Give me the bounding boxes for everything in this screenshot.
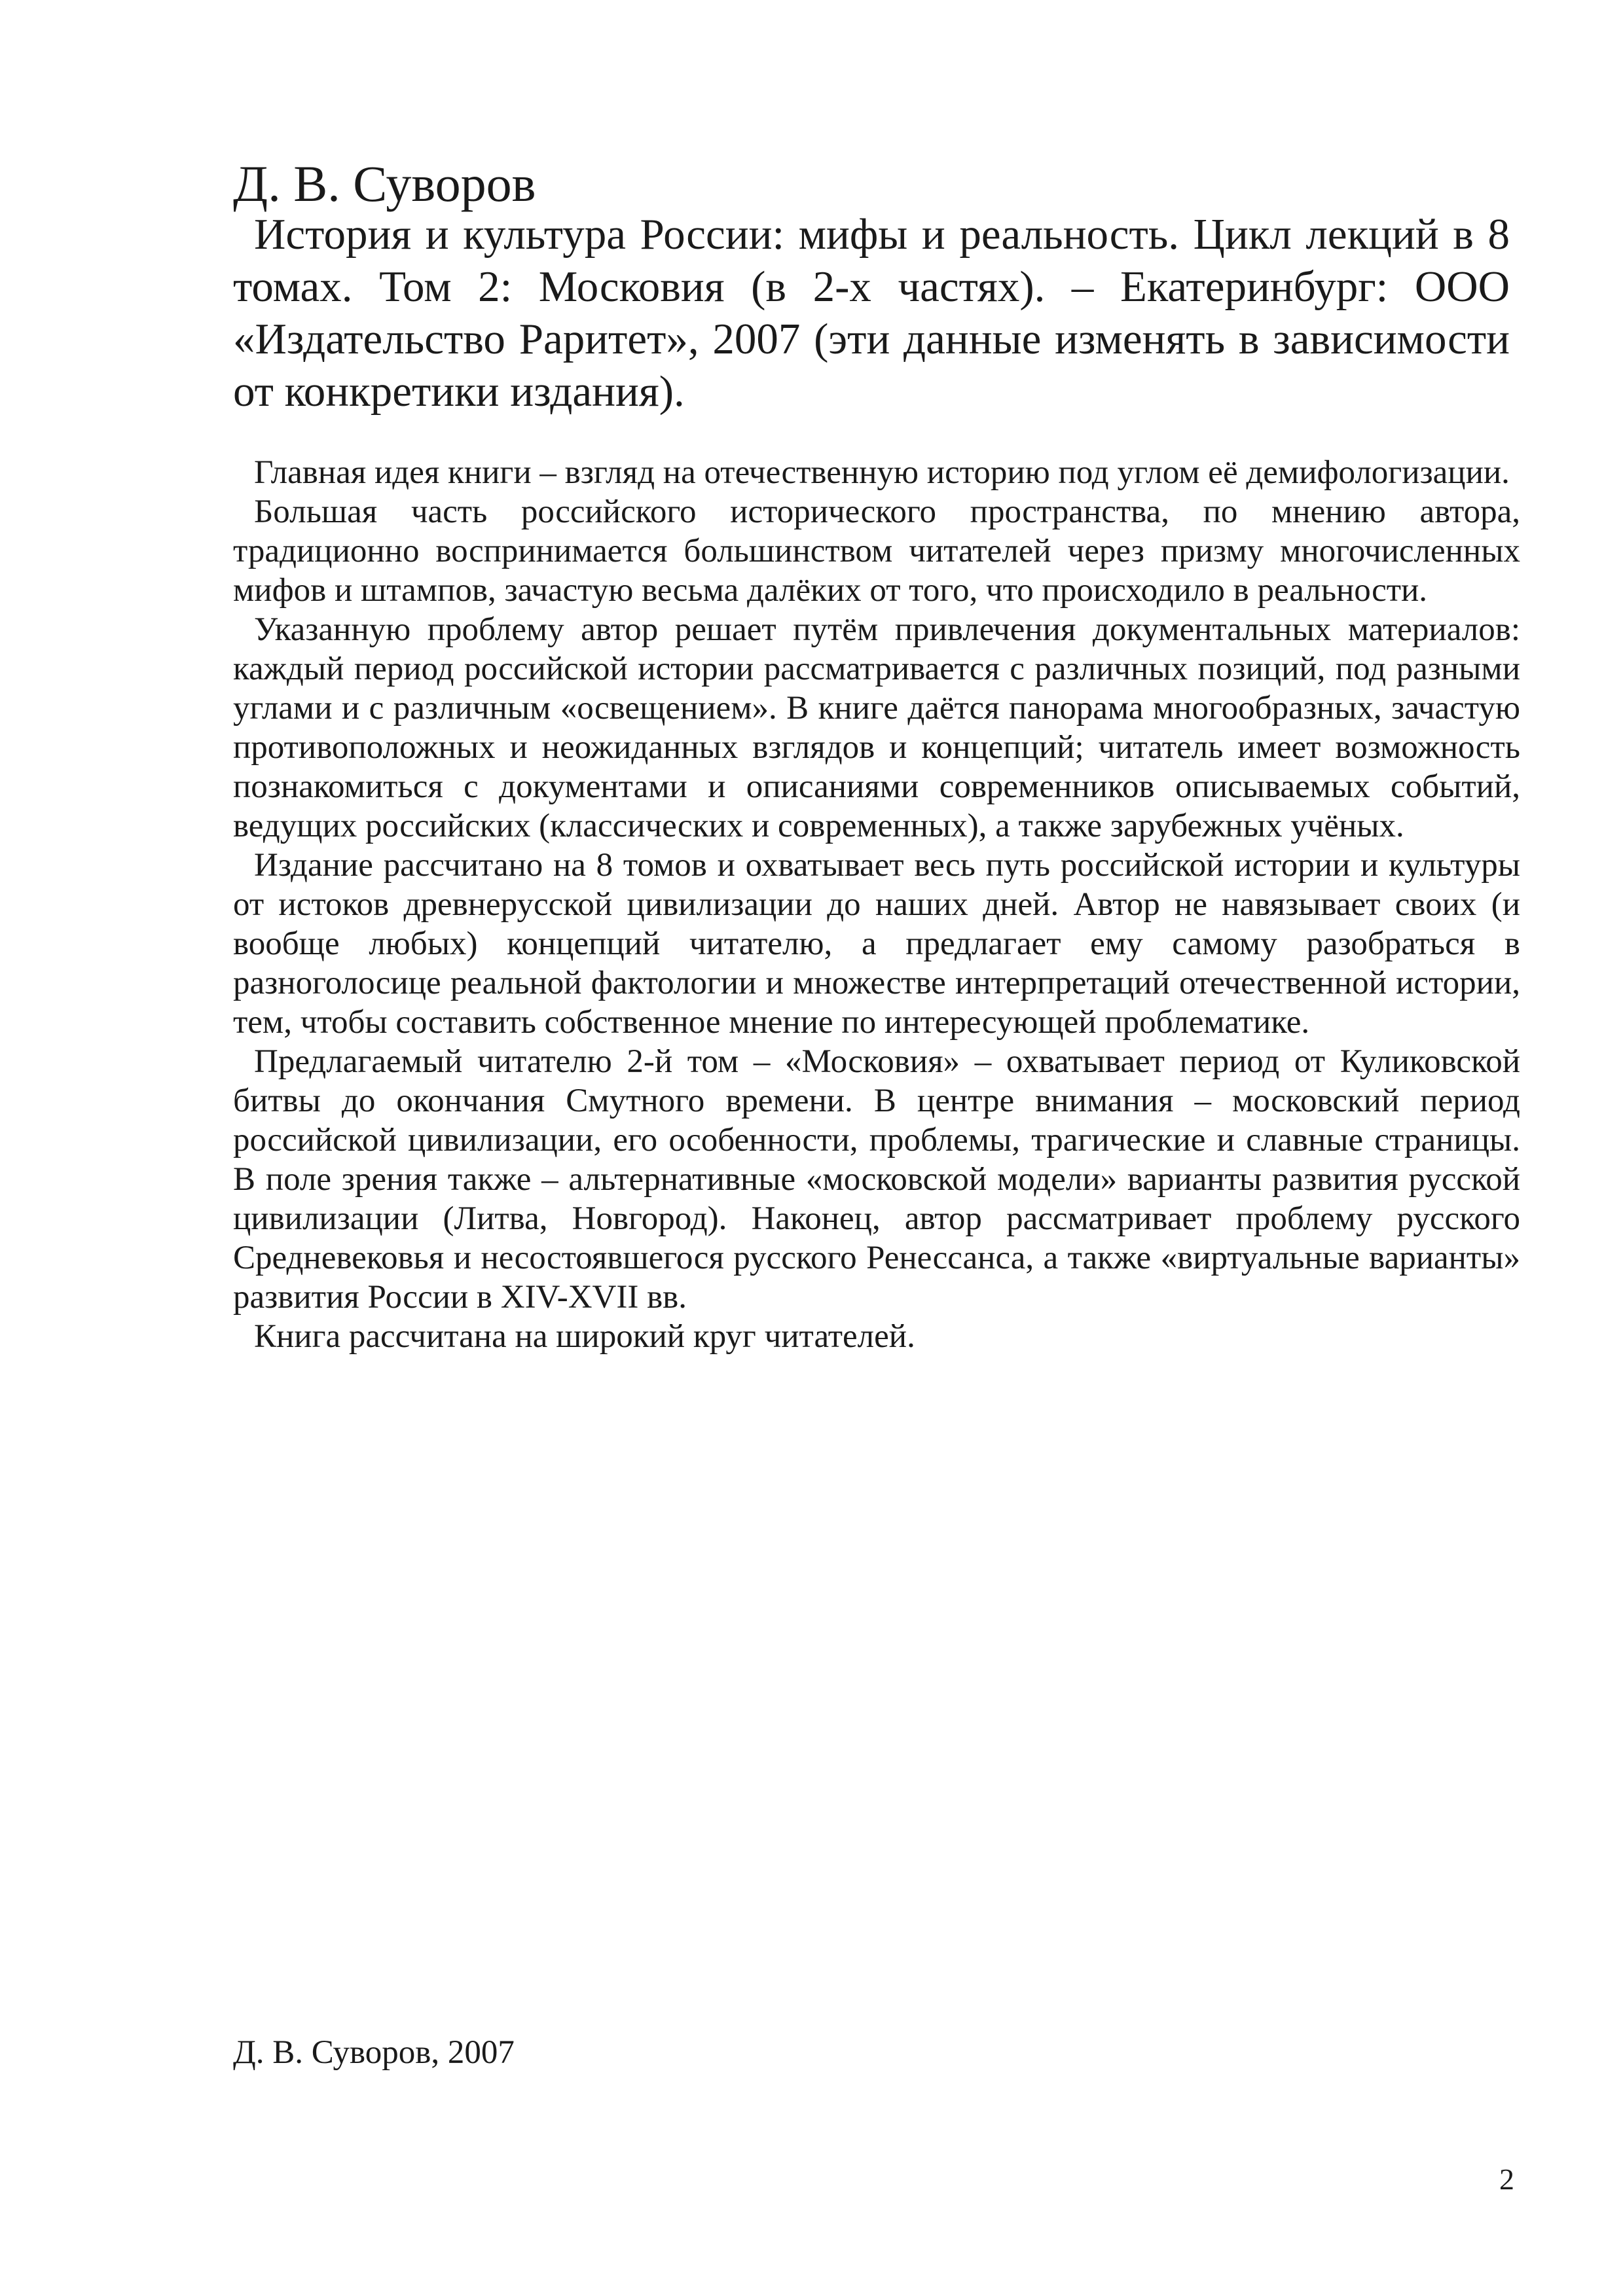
- annotation-paragraph-myths: Большая часть российского исторического пространства, по мнению автора, традиционно воспринимается большинством читателей через призму многочисленных мифов и штампов, зачастую весьма далёких от того, что происходило в реальности.: [233, 493, 1520, 609]
- annotation-paragraph-method: Указанную проблему автор решает путём привлечения документальных материалов: каждый период российской истории рассматривается с различных позиций, под разными углами и с различным «освещением». В книге даётся панорама многообразных, зачастую противоположных и неожиданных взглядов и концепций; читатель имеет возможность познакомиться с документами и описаниями современников описываемых событий, ведущих российских (классических и современных), а также зарубежных учёных.: [233, 611, 1520, 844]
- annotation-paragraph-main-idea: Главная идея книги – взгляд на отечественную историю под углом её демифологизации.: [254, 454, 1510, 491]
- bibliographic-record: История и культура России: мифы и реальность. Цикл лекций в 8 томах. Том 2: Московия (в 2-х частях). – Екатеринбург: ООО «Издательство Раритет», 2007 (эти данные изменять в зависимости от конкретики издания).: [233, 210, 1510, 416]
- annotation-paragraph-scope: Издание рассчитано на 8 томов и охватывает весь путь российской истории и культуры от истоков древнерусской цивилизации до наших дней. Автор не навязывает своих (и вообще любых) концепций читателю, а предлагает ему самому разобраться в разноголосице реальной фактологии и множестве интерпретаций отечественной истории, тем, чтобы составить собственное мнение по интересующей проблематике.: [233, 847, 1520, 1041]
- page-number: 2: [1499, 2162, 1514, 2196]
- annotation-paragraph-audience: Книга рассчитана на широкий круг читателей.: [254, 1318, 915, 1355]
- copyright-line: Д. В. Суворов, 2007: [233, 2034, 515, 2071]
- annotation-paragraph-volume: Предлагаемый читателю 2-й том – «Московия» – охватывает период от Куликовской битвы до окончания Смутного времени. В центре внимания – московский период российской цивилизации, его особенности, проблемы, трагические и славные страницы. В поле зрения также – альтернативные «московской модели» варианты развития русской цивилизации (Литва, Новгород). Наконец, автор рассматривает проблему русского Средневековья и несостоявшегося русского Ренессанса, а также «виртуальные варианты» развития России в XIV-XVII вв.: [233, 1043, 1520, 1316]
- author-heading: Д. В. Суворов: [233, 155, 536, 212]
- annotation-block: [233, 453, 1520, 1356]
